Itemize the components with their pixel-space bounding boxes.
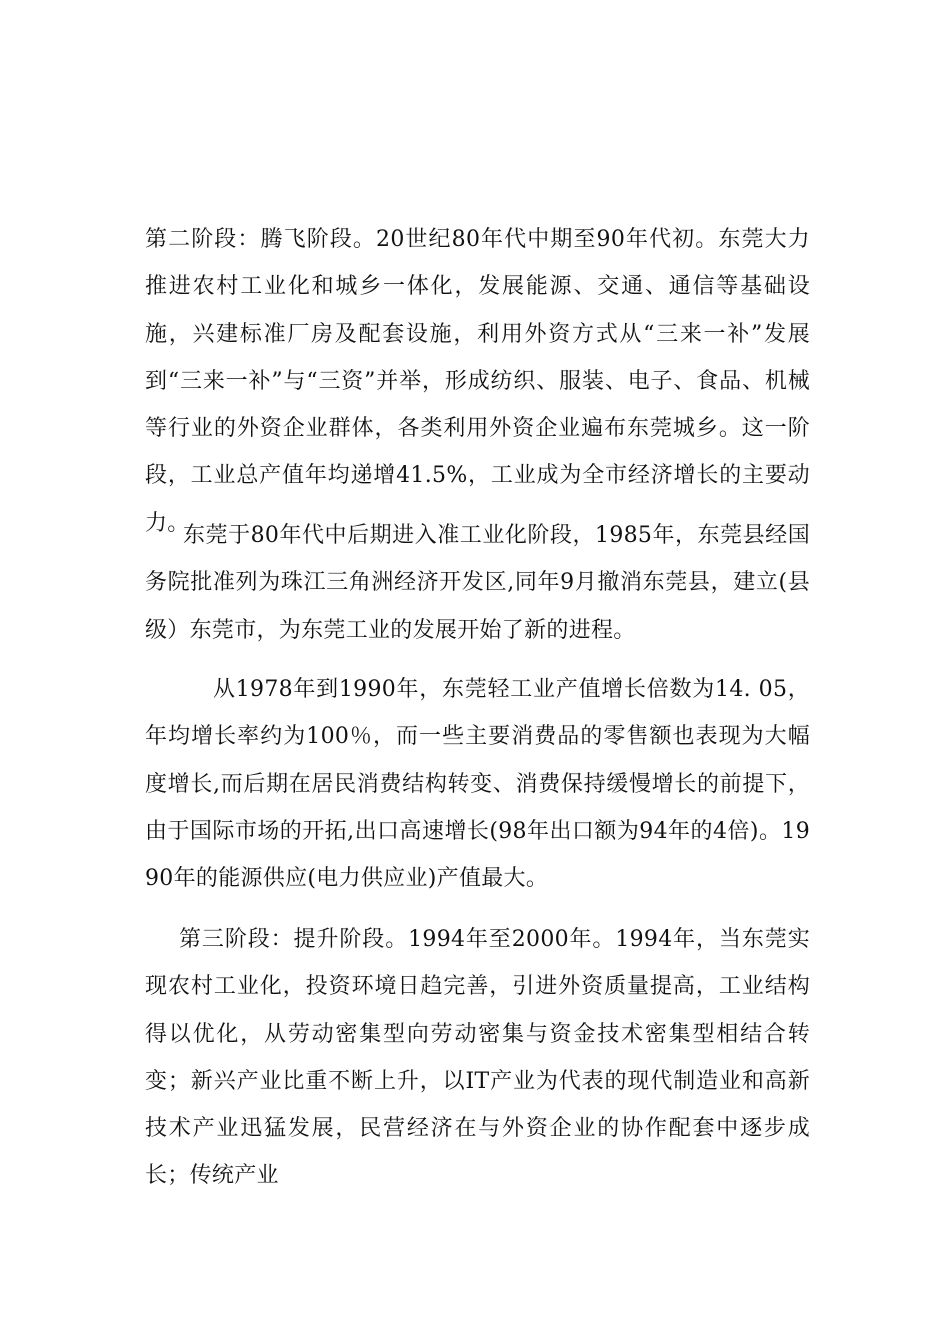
paragraph-stage-two: 第二阶段：腾飞阶段。20世纪80年代中期至90年代初。东莞大力推进农村工业化和城乡一体化，发展能源、交通、通信等基础设施，兴建标准厂房及配套设施，利用外资方式从“三来一补”发展到“三来一补”与“三资”并举，形成纺织、服装、电子、食品、机械等行业的外资企业群体，各类利用外资企业遍布东莞城乡。这一阶段，工业总产值年均递增41.5%，工业成为全市经济增长的主要动力。 [145,227,810,536]
paragraph-light-industry: 从1978年到1990年，东莞轻工业产值增长倍数为14. 05，年均增长率约为100％，而一些主要消费品的零售额也表现为大幅度增长,而后期在居民消费结构转变、消费保持缓慢增长的前提下，由于国际市场的开拓,出口高速增长(98年出口额为94年的4倍)。1990年的能源供应(电力供应业)产值最大。 [145,677,810,892]
paragraph-stage-three: 第三阶段：提升阶段。1994年至2000年。1994年，当东莞实现农村工业化，投资环境日趋完善，引进外资质量提高，工业结构得以优化，从劳动密集型向劳动密集与资金技术密集型相结合转变；新兴产业比重不断上升，以IT产业为代表的现代制造业和高新技术产业迅猛发展，民营经济在与外资企业的协作配套中逐步成长；传统产业 [145,927,810,1189]
paragraph-dongguan-1985: 东莞于80年代中后期进入准工业化阶段，1985年，东莞县经国务院批准列为珠江三角洲经济开发区,同年9月撤消东莞县，建立(县级）东莞市，为东莞工业的发展开始了新的进程。 [145,523,810,643]
